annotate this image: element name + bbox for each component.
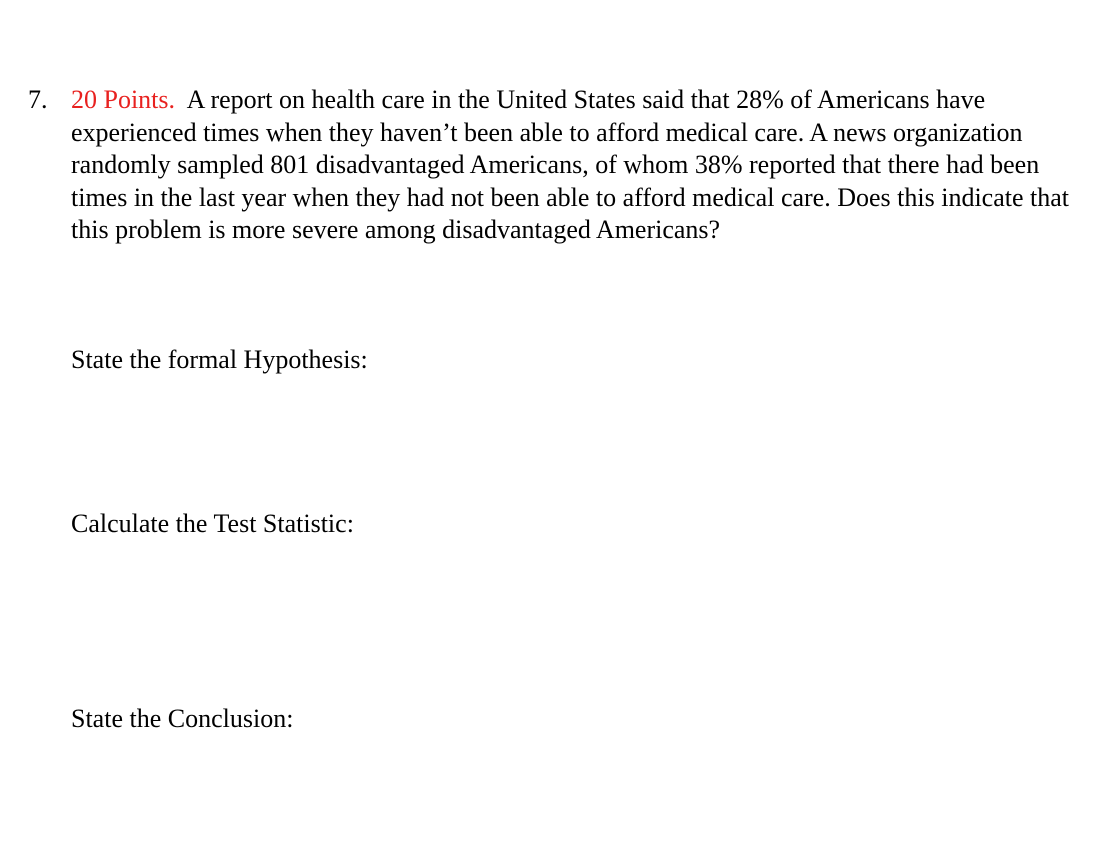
question-points: 20 Points. [71,85,176,114]
hypothesis-prompt: State the formal Hypothesis: [71,345,368,374]
question-number: 7. [28,85,48,114]
question-body [71,84,1088,247]
question-block [28,84,1088,247]
question-text: A report on health care in the United States said that 28% of Americans have experienced times when they haven’t been able to afford medical care. A news organization randomly sampled 801 disadvantaged Americans, of whom 38% reported that there had been times in the last year when they had not been able to afford medical care. Does this indicate that this problem is more severe among disadvantaged Americans? [71,85,1070,244]
conclusion-prompt: State the Conclusion: [71,704,294,733]
test-statistic-prompt: Calculate the Test Statistic: [71,509,354,538]
